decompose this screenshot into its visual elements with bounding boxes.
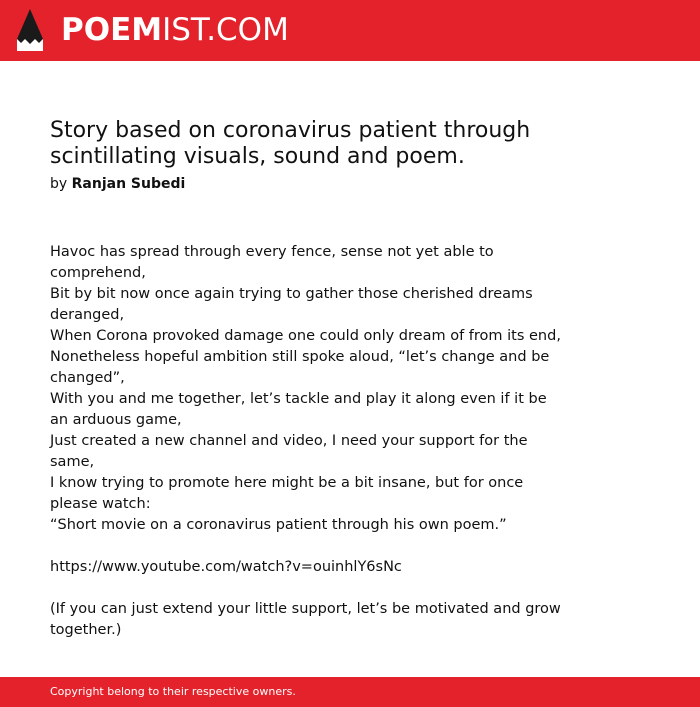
poem-title [50, 118, 580, 170]
author-name: Ranjan Subedi [71, 176, 186, 192]
stanza-gap [50, 536, 565, 557]
logo-bold-text: POEM [61, 12, 163, 48]
poem-line: With you and me together, let’s tackle and play it along even if it be an arduous game, [50, 391, 547, 428]
closing-line: (If you can just extend your little support, let’s be motivated and grow together.) [50, 601, 561, 638]
byline [50, 174, 580, 194]
poem-body [50, 242, 565, 641]
poem-line: Just created a new channel and video, I need your support for the same, [50, 433, 528, 470]
by-label: by [50, 176, 68, 192]
poem-content [50, 118, 580, 641]
site-header [0, 0, 700, 61]
logo-light-text: IST.COM [162, 12, 289, 48]
pencil-tip-icon [17, 9, 43, 51]
poem-title-line-2: scintillating visuals, sound and poem. [50, 144, 465, 169]
copyright-text: Copyright belong to their respective owners. [50, 685, 296, 698]
poem-line: “Short movie on a coronavirus patient through his own poem.” [50, 517, 507, 533]
poem-title-line-1: Story based on coronavirus patient through [50, 118, 531, 143]
poem-line: Nonetheless hopeful ambition still spoke aloud, “let’s change and be changed”, [50, 349, 550, 386]
stanza-gap [50, 578, 565, 599]
site-footer [0, 677, 700, 707]
site-logo[interactable] [61, 12, 289, 48]
poem-line: Havoc has spread through every fence, sense not yet able to comprehend, [50, 244, 494, 281]
poem-line: When Corona provoked damage one could only dream of from its end, [50, 328, 561, 344]
video-link: https://www.youtube.com/watch?v=ouinhlY6sNc [50, 559, 402, 575]
poem-line: Bit by bit now once again trying to gather those cherished dreams deranged, [50, 286, 533, 323]
poem-line: I know trying to promote here might be a bit insane, but for once please watch: [50, 475, 524, 512]
